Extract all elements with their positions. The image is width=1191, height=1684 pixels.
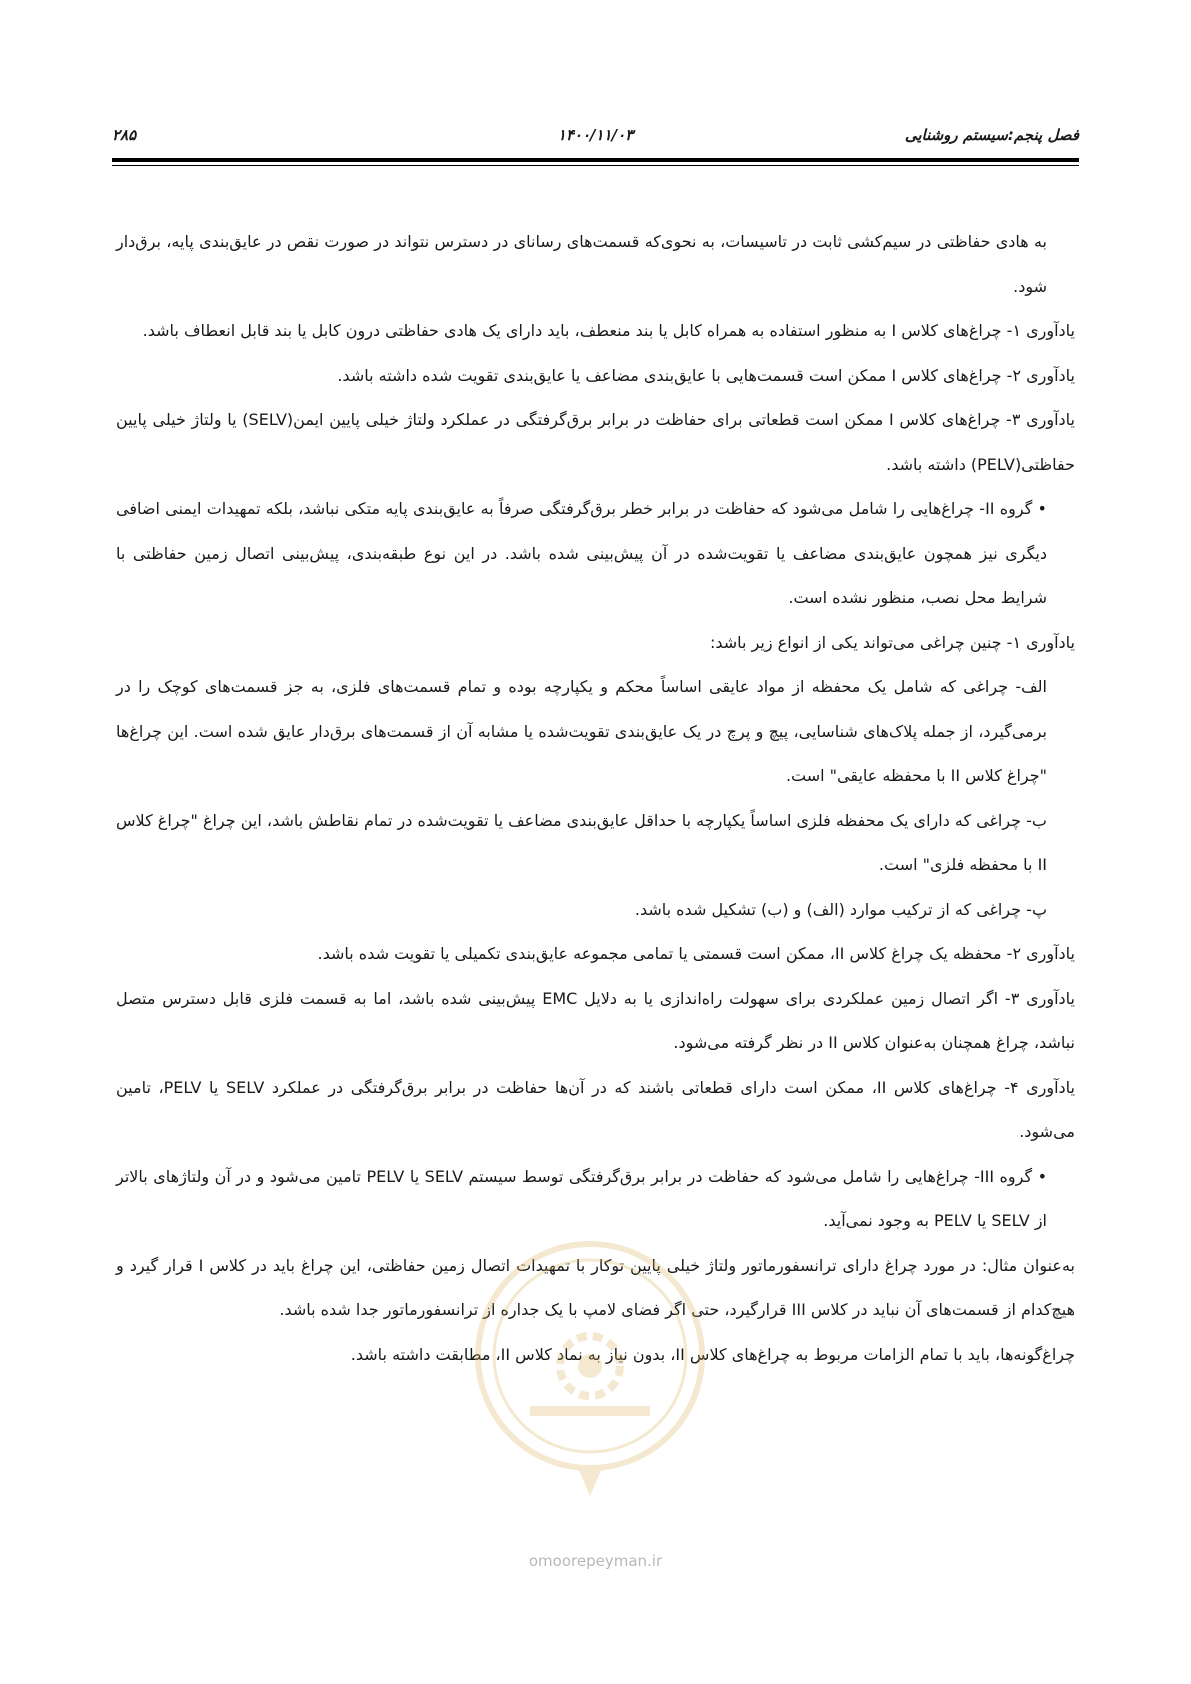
body-text (116, 220, 1075, 1377)
paragraph: یادآوری ۳- اگر اتصال زمین عملکردی برای سهولت راه‌اندازی یا به دلایل EMC پیش‌بینی شده باشد، اما به قسمت فلزی قابل دسترس متصل نباشد، چراغ همچنان به‌عنوان کلاس II در نظر گرفته می‌شود. (116, 988, 1076, 1052)
bullet-paragraph: • گروه III- چراغ‌هایی را شامل می‌شود که حفاظت در برابر برق‌گرفتگی توسط سیستم SELV یا PELV تامین می‌شود و در آن ولتاژهای بالاتر از SELV یا PELV به وجود نمی‌آید. (116, 1166, 1048, 1230)
paragraph: به هادی حفاظتی در سیم‌کشی ثابت در تاسیسات، به نحوی‌که قسمت‌های رسانای در دسترس نتواند در صورت نقص در عایق‌بندی پایه، برق‌دار شود. (116, 232, 1047, 296)
header-rule-thin (112, 165, 1079, 166)
paragraph: یادآوری ۲- محفظه یک چراغ کلاس II، ممکن است قسمتی یا تمامی مجموعه عایق‌بندی تکمیلی یا تقویت شده باشد. (317, 944, 1075, 963)
paragraph: چراغ‌گونه‌ها، باید با تمام الزامات مربوط به چراغ‌های کلاس II، بدون نیاز به نماد کلاس II، مطابقت داشته باشد. (350, 1344, 1075, 1364)
sub-item: الف- چراغی که شامل یک محفظه از مواد عایقی اساساً محکم و یکپارچه بوده و تمام قسمت‌های فلزی، به جز قسمت‌های کوچک را در برمی‌گیرد، از جمله پلاک‌های شناسایی، پیچ و پرچ در یک عایق‌بندی تقویت‌شده یا مشابه آن از قسمت‌های برق‌دار عایق شده است. این چراغ‌ها "چراغ کلاس II با محفظه عایقی" است. (116, 677, 1047, 785)
watermark-url: omoorepeyman.ir (528, 1552, 663, 1570)
header-rule-thick (112, 158, 1079, 162)
page-number: ۲۸۵ (112, 126, 137, 144)
paragraph: یادآوری ۱- چراغ‌های کلاس I به منظور استفاده به همراه کابل یا بند منعطف، باید دارای یک هادی حفاظتی درون کابل یا بند قابل انعطاف باشد. (142, 321, 1075, 340)
paragraph: به‌عنوان مثال: در مورد چراغ دارای ترانسفورماتور ولتاژ خیلی پایین توکار با تمهیدات اتصال زمین حفاظتی، این چراغ باید در کلاس I قرار گیرد و هیچ‌کدام از قسمت‌های آن نباید در کلاس III قرارگیرد، حتی اگر فضای لامپ با یک جداره از ترانسفورماتور جدا شده باشد. (116, 1255, 1076, 1319)
page-header (112, 120, 1079, 154)
paragraph: یادآوری ۳- چراغ‌های کلاس I ممکن است قطعاتی برای حفاظت در برابر برق‌گرفتگی در عملکرد ولتاژ خیلی پایین ایمن(SELV) یا ولتاژ خیلی پایین حفاظتی(PELV) داشته باشد. (116, 410, 1075, 474)
paragraph: یادآوری ۴- چراغ‌های کلاس II، ممکن است دارای قطعاتی باشند که در آن‌ها حفاظت در برابر برق‌گرفتگی در عملکرد SELV یا PELV، تامین می‌شود. (116, 1077, 1076, 1141)
paragraph: یادآوری ۲- چراغ‌های کلاس I ممکن است قسمت‌هایی با عایق‌بندی مضاعف یا عایق‌بندی تقویت شده داشته باشد. (337, 365, 1075, 385)
sub-item: ب- چراغی که دارای یک محفظه فلزی اساساً یکپارچه با حداقل عایق‌بندی مضاعف یا تقویت‌شده در تمام نقاطش باشد، این چراغ "چراغ کلاس II با محفظه فلزی" است. (116, 810, 1047, 874)
chapter-title: فصل پنجم:سیستم روشنایی (904, 126, 1079, 144)
sub-item: پ- چراغی که از ترکیب موارد (الف) و (ب) تشکیل شده باشد. (634, 899, 1047, 919)
paragraph: یادآوری ۱- چنین چراغی می‌تواند یکی از انواع زیر باشد: (709, 632, 1075, 652)
bullet-paragraph: • گروه II- چراغ‌هایی را شامل می‌شود که حفاظت در برابر خطر برق‌گرفتگی صرفاً به عایق‌بندی پایه متکی نباشد، بلکه تمهیدات ایمنی اضافی دیگری نیز همچون عایق‌بندی مضاعف یا تقویت‌شده در آن پیش‌بینی شده باشد. در این نوع طبقه‌بندی، پیش‌بینی اتصال زمین حفاظتی با شرایط محل نصب، منظور نشده است. (116, 499, 1047, 607)
header-date: ۱۴۰۰/۱۱/۰۳ (557, 126, 634, 144)
